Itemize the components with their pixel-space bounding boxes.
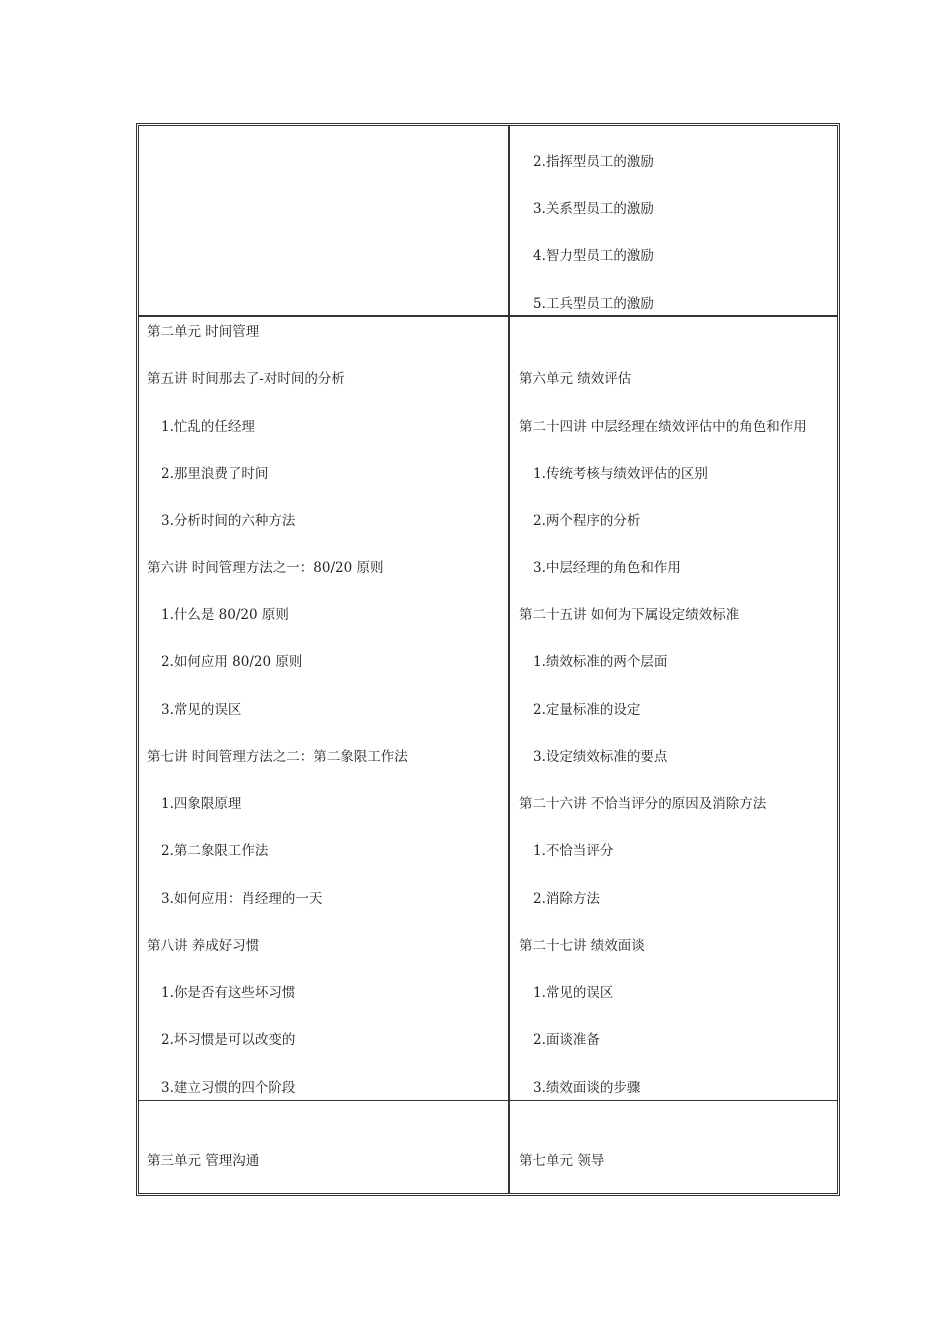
list-item: 1.什么是 80/20 原则 xyxy=(161,607,289,623)
list-item: 2.第二象限工作法 xyxy=(161,843,269,859)
list-item: 3.如何应用：肖经理的一天 xyxy=(161,891,323,907)
list-item: 1.常见的误区 xyxy=(533,985,614,1001)
list-item: 2.面谈准备 xyxy=(533,1032,600,1048)
row-divider-1 xyxy=(139,315,837,317)
unit-title: 第二单元 时间管理 xyxy=(147,324,260,340)
list-item: 4.智力型员工的激励 xyxy=(533,248,654,264)
row-divider-2 xyxy=(139,1100,837,1101)
list-item: 3.设定绩效标准的要点 xyxy=(533,749,668,765)
list-item: 1.你是否有这些坏习惯 xyxy=(161,985,296,1001)
list-item: 1.绩效标准的两个层面 xyxy=(533,654,668,670)
lecture-title: 第二十六讲 不恰当评分的原因及消除方法 xyxy=(519,796,767,812)
lecture-title: 第八讲 养成好习惯 xyxy=(147,938,260,954)
unit-title: 第七单元 领导 xyxy=(519,1153,605,1169)
lecture-title: 第七讲 时间管理方法之二：第二象限工作法 xyxy=(147,749,408,765)
list-item: 3.分析时间的六种方法 xyxy=(161,513,296,529)
column-divider xyxy=(508,126,510,1193)
lecture-title: 第二十七讲 绩效面谈 xyxy=(519,938,645,954)
lecture-title: 第二十五讲 如何为下属设定绩效标准 xyxy=(519,607,740,623)
list-item: 2.定量标准的设定 xyxy=(533,702,641,718)
list-item: 2.两个程序的分析 xyxy=(533,513,641,529)
list-item: 1.忙乱的任经理 xyxy=(161,419,255,435)
lecture-title: 第六讲 时间管理方法之一：80/20 原则 xyxy=(147,560,384,576)
unit-title: 第六单元 绩效评估 xyxy=(519,371,632,387)
list-item: 2.指挥型员工的激励 xyxy=(533,154,654,170)
list-item: 3.关系型员工的激励 xyxy=(533,201,654,217)
lecture-title: 第二十四讲 中层经理在绩效评估中的角色和作用 xyxy=(519,419,807,435)
lecture-title: 第五讲 时间那去了-对时间的分析 xyxy=(147,371,345,387)
list-item: 5.工兵型员工的激励 xyxy=(533,296,654,312)
list-item: 2.坏习惯是可以改变的 xyxy=(161,1032,296,1048)
list-item: 1.四象限原理 xyxy=(161,796,242,812)
list-item: 3.常见的误区 xyxy=(161,702,242,718)
list-item: 3.建立习惯的四个阶段 xyxy=(161,1080,296,1096)
list-item: 2.那里浪费了时间 xyxy=(161,466,269,482)
list-item: 3.绩效面谈的步骤 xyxy=(533,1080,641,1096)
list-item: 3.中层经理的角色和作用 xyxy=(533,560,681,576)
list-item: 2.消除方法 xyxy=(533,891,600,907)
list-item: 2.如何应用 80/20 原则 xyxy=(161,654,303,670)
list-item: 1.不恰当评分 xyxy=(533,843,614,859)
list-item: 1.传统考核与绩效评估的区别 xyxy=(533,466,708,482)
unit-title: 第三单元 管理沟通 xyxy=(147,1153,260,1169)
